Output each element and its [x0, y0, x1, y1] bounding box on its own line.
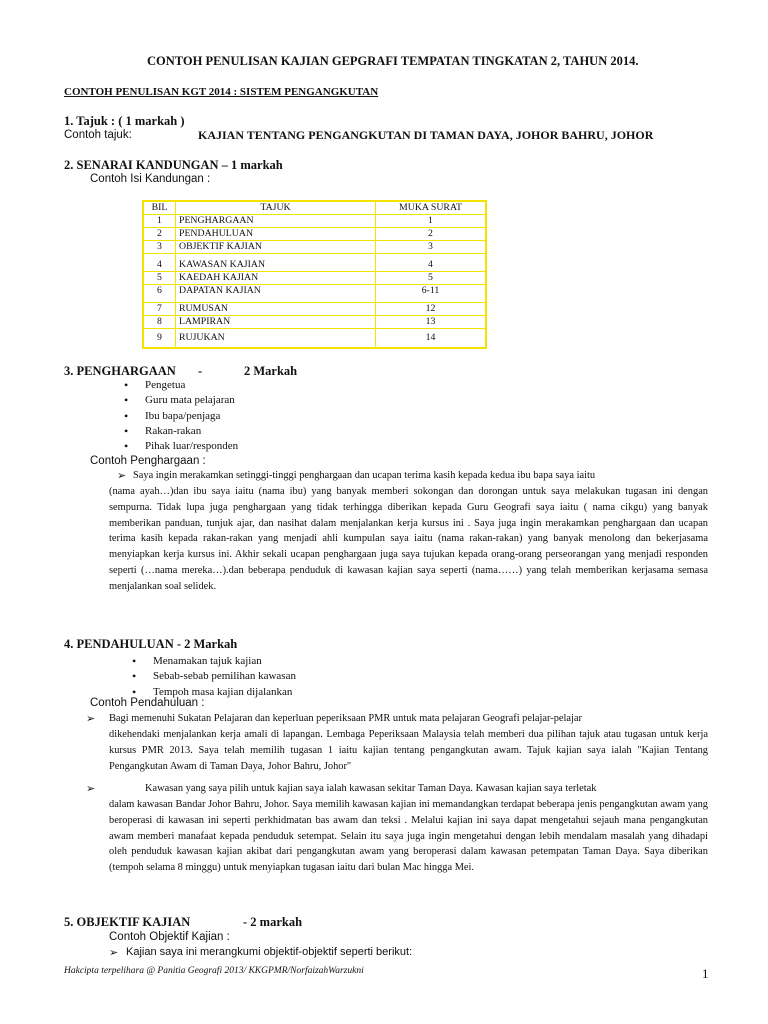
table-cell-bil: 4 [143, 254, 176, 272]
table-header-tajuk: TAJUK [176, 201, 376, 215]
table-cell-tajuk: PENDAHULUAN [176, 228, 376, 241]
table-row [143, 316, 486, 329]
section-3-marks: 2 Markah [244, 364, 298, 378]
page-number: 1 [702, 966, 709, 981]
table-cell-bil: 5 [143, 272, 176, 285]
table-cell-page: 5 [376, 272, 487, 285]
table-cell-page: 13 [376, 316, 487, 329]
table-header-row [143, 201, 486, 215]
section-1-heading: 1. Tajuk : ( 1 markah ) [64, 114, 185, 128]
footer-credit: Hakcipta terpelihara @ Panitia Geografi 2013/ KKGPMR/NorfaizahWarzukni [64, 966, 364, 976]
contents-table [142, 200, 487, 349]
section-3-bullet-list [145, 378, 238, 454]
section-5-marks: - 2 markah [243, 915, 303, 929]
table-cell-page: 4 [376, 254, 487, 272]
table-cell-tajuk: DAPATAN KAJIAN [176, 285, 376, 303]
document-title: CONTOH PENULISAN KAJIAN GEPGRAFI TEMPATAN TINGKATAN 2, TAHUN 2014. [147, 54, 639, 68]
section-4-label: Contoh Pendahuluan : [90, 697, 205, 709]
document-subtitle: CONTOH PENULISAN KGT 2014 : SISTEM PENGANGKUTAN [64, 86, 379, 98]
table-cell-page: 1 [376, 215, 487, 228]
table-cell-tajuk: LAMPIRAN [176, 316, 376, 329]
section-4-paragraph-1-lead: Bagi memenuhi Sukatan Pelajaran dan keperluan peperiksaan PMR untuk mata pelajaran Geografi pelajar-pelajar [109, 713, 582, 724]
section-3-paragraph-lead: Saya ingin merakamkan setinggi-tinggi penghargaan dan ucapan terima kasih kepada kedua ibu bapa saya iaitu [133, 470, 596, 481]
table-row [143, 329, 486, 349]
section-2-heading: 2. SENARAI KANDUNGAN – 1 markah [64, 158, 283, 172]
section-2-label: Contoh Isi Kandungan : [90, 173, 211, 185]
table-cell-page: 6-11 [376, 285, 487, 303]
section-3-heading: 3. PENGHARGAAN [64, 364, 176, 378]
table-cell-page: 14 [376, 329, 487, 349]
table-row [143, 303, 486, 316]
table-cell-tajuk: RUMUSAN [176, 303, 376, 316]
section-4-paragraph-2: dalam kawasan Bandar Johor Bahru, Johor. Saya memilih kawasan kajian ini memandangkan terdapat beberapa jenis pengangkutan awam yang beroperasi di kawasan ini seperti perkhidmatan bas awam dan teksi . Melalui kajian ini saya dapat mengetahui sejauh mana pengangkutan awam memberi manafaat kepada penduduk setempat. Selain itu saya juga ingin mengetahui dengan lebih mendalam masalah yang dihadapi oleh penduduk kawasan kajian akibat dari pengangkutan awam yang beroperasi dalam kawasan petempatan Taman Daya. Saya diberikan (tempoh selama 8 minggu) untuk menyiapkan tugasan iaitu dari bulan Mac hingga Mei. [109, 799, 708, 874]
list-item: • Ibu bapa/penjaga [145, 409, 238, 424]
section-3-dash: - [198, 364, 203, 378]
table-cell-bil: 1 [143, 215, 176, 228]
list-item: • Rakan-rakan [145, 424, 238, 439]
list-item: • Menamakan tajuk kajian [153, 654, 296, 669]
table-cell-tajuk: RUJUKAN [176, 329, 376, 349]
table-row [143, 241, 486, 254]
list-item: • Pengetua [145, 378, 238, 393]
section-5-item: Kajian saya ini merangkumi objektif-objektif seperti berikut: [126, 946, 413, 958]
table-cell-bil: 3 [143, 241, 176, 254]
list-item: • Guru mata pelajaran [145, 393, 238, 408]
list-item: • Pihak luar/responden [145, 439, 238, 454]
table-cell-page: 3 [376, 241, 487, 254]
table-cell-tajuk: PENGHARGAAN [176, 215, 376, 228]
arrow-bullet-icon: ➢ [117, 470, 127, 482]
table-header-bil: BIL [143, 201, 176, 215]
table-cell-tajuk: KAEDAH KAJIAN [176, 272, 376, 285]
table-cell-page: 2 [376, 228, 487, 241]
section-4-paragraph-1: dikehendaki menjalankan kerja amali di lapangan. Lembaga Peperiksaan Malaysia telah memberi dua pilihan tajuk atau tugasan untuk kerja kursus PMR 2013. Saya telah memilih tugasan 1 iaitu kajian tentang pengangkutan awam. Tajuk kajian saya ialah "Kajian Tentang Pengangkutan Awam di Taman Daya, Johor Bahru, Johor" [109, 729, 708, 772]
section-3-label: Contoh Penghargaan : [90, 455, 206, 467]
table-row [143, 215, 486, 228]
section-4-paragraph-2-lead: Kawasan yang saya pilih untuk kajian saya ialah kawasan sekitar Taman Daya. Kawasan kajian saya terletak [145, 783, 597, 794]
table-cell-tajuk: OBJEKTIF KAJIAN [176, 241, 376, 254]
arrow-bullet-icon: ➢ [109, 947, 119, 959]
section-1-label: Contoh tajuk: [64, 129, 132, 141]
table-row [143, 254, 486, 272]
section-1-title-value: KAJIAN TENTANG PENGANGKUTAN DI TAMAN DAYA, JOHOR BAHRU, JOHOR [198, 128, 654, 142]
table-cell-page: 12 [376, 303, 487, 316]
section-3-paragraph: (nama ayah…)dan ibu saya iaitu (nama ibu) yang banyak memberi sokongan dan dorongan untuk saya melakukan tugasan ini dengan sempurna. Tidak lupa juga penghargaan yang tidak terhingga diberikan kepada Guru Geografi saya iaitu ( nama cikgu) yang banyak memberikan panduan, tunjuk ajar, dan nasihat dalam menjalankan kerja kursus ini . Saya juga ingin merakamkan penghargaan dan ucapan terima kasih kepada rakan-rakan yang menjadi ahli kumpulan saya iaitu (nama rakan-rakan) yang banyak menolong dan bekerjasama menyiapkan kerja kursus ini. Akhir sekali ucapan penghargaan juga saya tujukan kepada orang-orang perseorangan yang menjadi responden seperti (…nama mereka…).dan beberapa penduduk di kawasan kajian saya seperti (nama……) yang telah memberikan kerjasama semasa menjalankan soal selidek. [109, 486, 708, 592]
table-row [143, 285, 486, 303]
table-cell-bil: 2 [143, 228, 176, 241]
table-cell-bil: 9 [143, 329, 176, 349]
table-cell-bil: 6 [143, 285, 176, 303]
table-row [143, 228, 486, 241]
section-5-heading: 5. OBJEKTIF KAJIAN [64, 915, 191, 929]
table-cell-tajuk: KAWASAN KAJIAN [176, 254, 376, 272]
table-cell-bil: 7 [143, 303, 176, 316]
section-5-label: Contoh Objektif Kajian : [109, 931, 230, 943]
list-item: • Sebab-sebab pemilihan kawasan [153, 669, 296, 684]
table-header-muka-surat: MUKA SURAT [376, 201, 487, 215]
section-4-heading: 4. PENDAHULUAN - 2 Markah [64, 637, 238, 651]
table-row [143, 272, 486, 285]
list-item: • Tempoh masa kajian dijalankan [153, 685, 296, 700]
table-cell-bil: 8 [143, 316, 176, 329]
arrow-bullet-icon: ➢ [86, 783, 96, 795]
arrow-bullet-icon: ➢ [86, 713, 96, 725]
section-4-bullet-list [153, 654, 296, 700]
